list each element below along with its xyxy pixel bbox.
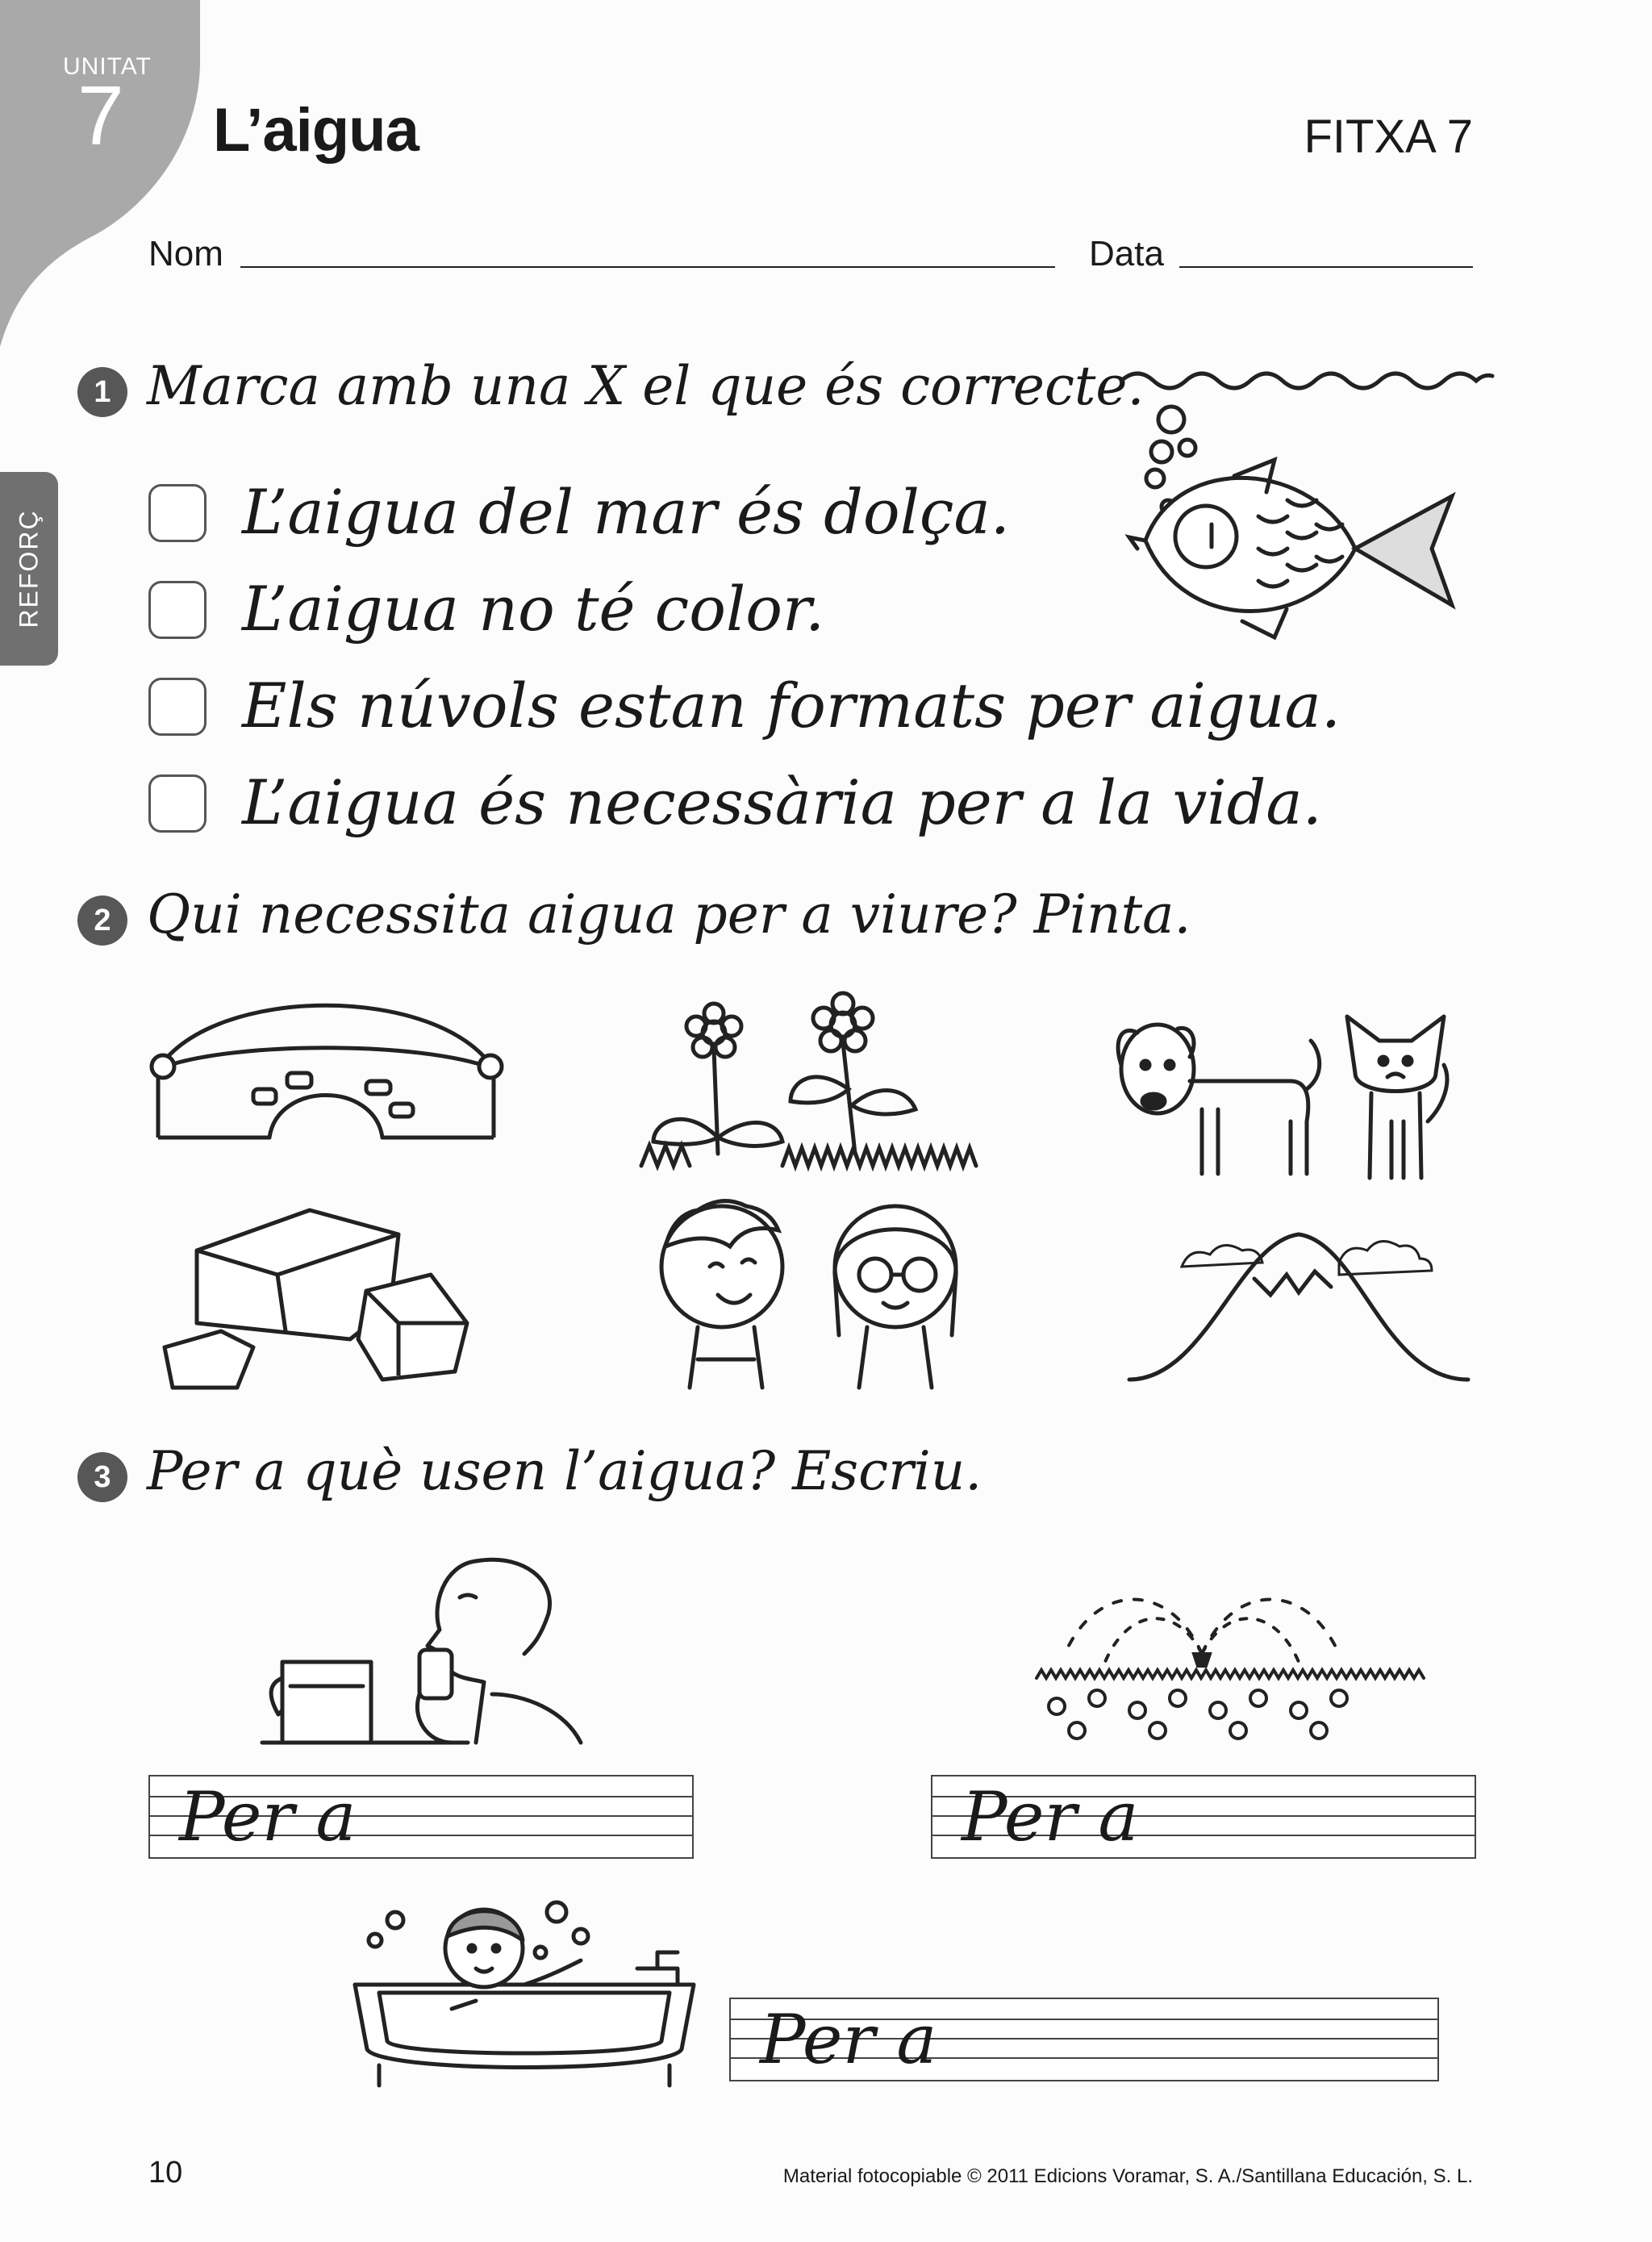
answer-prompt: Per a [179,1777,357,1856]
exercise-2-badge: 2 [77,896,127,946]
rocks-picture[interactable] [148,1202,487,1388]
answer-prompt: Per a [962,1777,1139,1856]
exercise-3-heading: Per a què usen l’aigua? Escriu. [147,1440,982,1502]
option-text: L’aigua és necessària per a la vida. [242,766,1322,838]
name-field[interactable] [240,266,1055,268]
bridge-picture[interactable] [148,992,503,1154]
unit-label: UNITAT [63,53,152,80]
option-text: L’aigua no té color. [242,573,825,645]
exercise-1-badge: 1 [77,367,127,417]
answer-prompt: Per a [760,2000,937,2079]
page-number: 10 [148,2156,183,2190]
name-label: Nom [148,234,223,273]
option-text: Els núvols estan formats per aigua. [242,670,1341,741]
reinforcement-label: REFORÇ [14,509,44,628]
man-drinking-picture [258,1549,589,1759]
unit-number: 7 [77,69,124,163]
answer-writing-box[interactable] [931,1775,1476,1859]
exercise-1-heading: Marca amb una X el que és correcte. [147,355,1145,417]
date-label: Data [1089,234,1164,273]
option-checkbox[interactable] [148,678,206,736]
exercise-3-badge: 3 [77,1452,127,1502]
reinforcement-tab [0,472,58,666]
unit-tab [0,0,210,347]
fish-illustration [1113,363,1484,678]
copyright-notice: Material fotocopiable © 2011 Edicions Voramar, S. A./Santillana Educación, S. L. [782,2165,1473,2187]
answer-writing-box[interactable] [148,1775,694,1859]
option-checkbox[interactable] [148,484,206,542]
children-picture[interactable] [641,1198,972,1392]
dog-and-cat-picture[interactable] [1113,1000,1468,1186]
flowers-picture[interactable] [637,1000,984,1178]
option-checkbox[interactable] [148,581,206,639]
answer-writing-box[interactable] [729,1998,1439,2081]
exercise-2-heading: Qui necessita aigua per a viure? Pinta. [147,883,1191,946]
garden-sprinkler-picture [1032,1565,1371,1751]
date-field[interactable] [1179,266,1473,268]
mountain-picture[interactable] [1125,1218,1472,1388]
option-checkbox[interactable] [148,774,206,833]
page-title: L’aigua [213,96,419,165]
option-text: L’aigua del mar és dolça. [242,476,1010,548]
child-bathing-picture [347,1896,702,2090]
sheet-label: FITXA 7 [1304,111,1473,163]
